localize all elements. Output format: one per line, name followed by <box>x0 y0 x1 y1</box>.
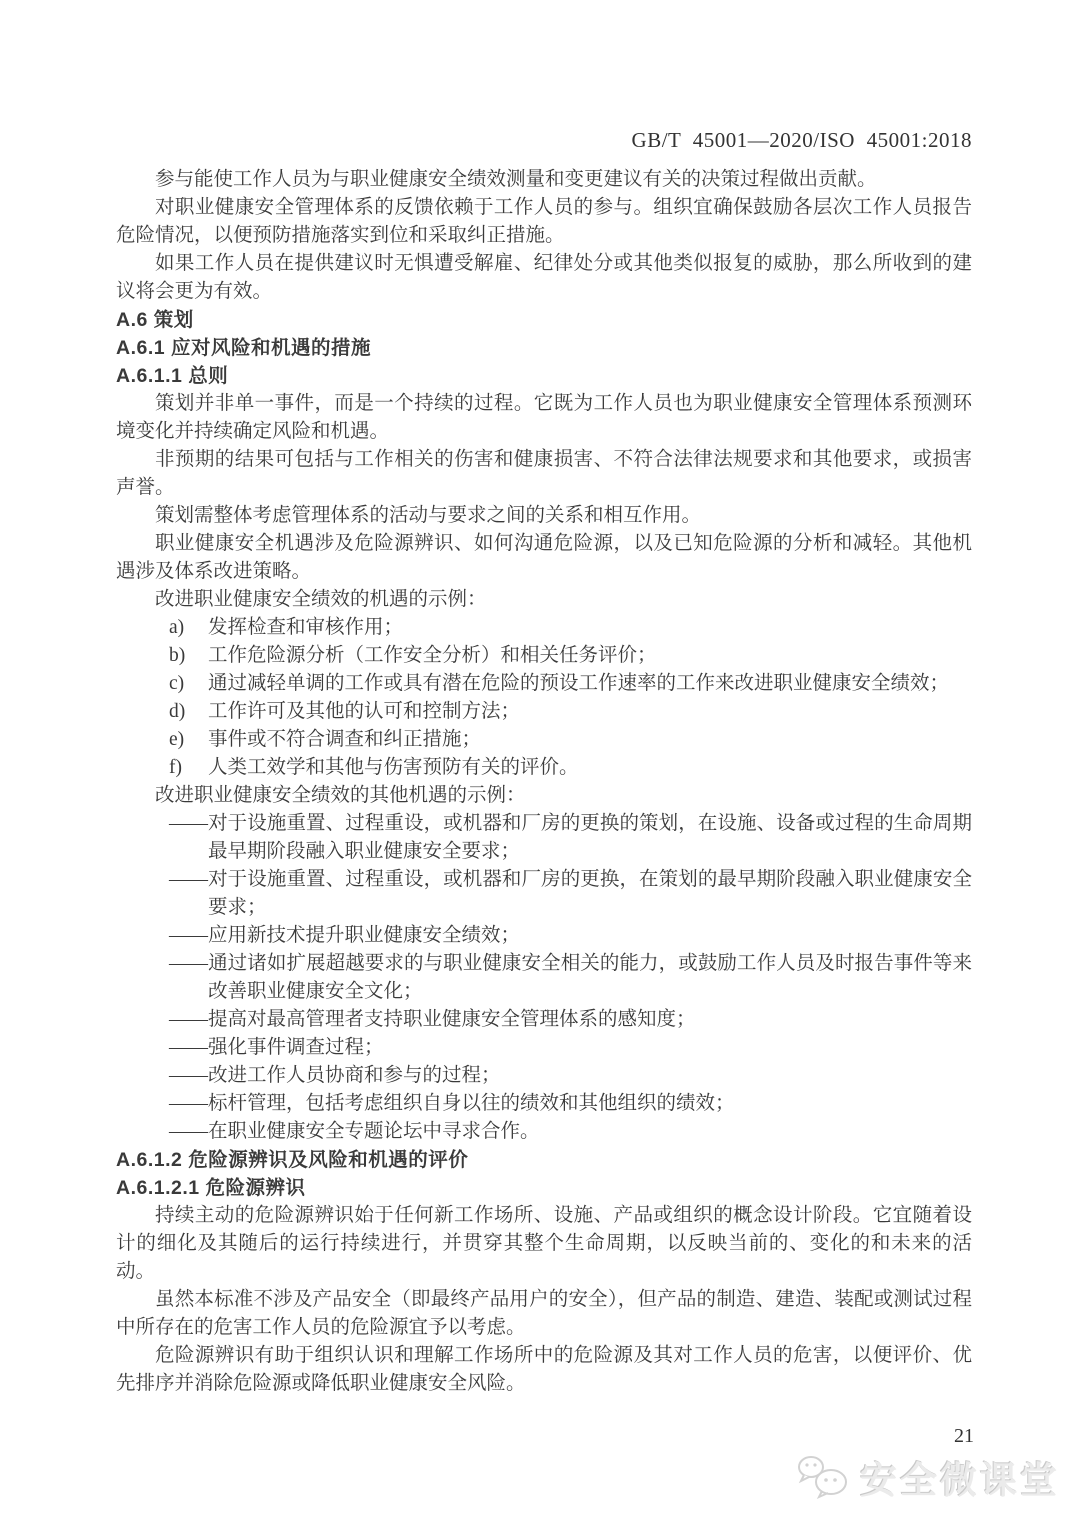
paragraph: 如果工作人员在提供建议时无惧遭受解雇、纪律处分或其他类似报复的威胁，那么所收到的建议将会更为有效。 <box>116 253 972 302</box>
list-item-text: 发挥检查和审核作用； <box>208 617 404 638</box>
list-item-marker: e) <box>169 729 185 750</box>
section-heading-a6121: A.6.1.2.1 危险源辨识 <box>116 1177 306 1199</box>
list-item-marker: a) <box>169 617 185 638</box>
dash-list-item: ——在职业健康安全专题论坛中寻求合作。 <box>169 1121 540 1142</box>
section-heading-a611: A.6.1.1 总则 <box>116 365 229 387</box>
paragraph: 非预期的结果可包括与工作相关的伤害和健康损害、不符合法律法规要求和其他要求，或损害声誉。 <box>116 449 972 498</box>
list-item <box>116 726 972 754</box>
dash-list-item: ——改进工作人员协商和参与的过程； <box>169 1065 501 1086</box>
paragraph: 参与能使工作人员为与职业健康安全绩效测量和变更建议有关的决策过程做出贡献。 <box>155 169 877 190</box>
dash-list-item: ——对于设施重置、过程重设，或机器和厂房的更换，在策划的最早期阶段融入职业健康安全要求； <box>169 869 972 918</box>
list-item <box>116 614 972 642</box>
paragraph: 职业健康安全机遇涉及危险源辨识、如何沟通危险源，以及已知危险源的分析和减轻。其他机遇涉及体系改进策略。 <box>116 533 972 582</box>
list-item <box>116 670 972 698</box>
section-heading-a6: A.6 策划 <box>116 309 194 331</box>
section-heading-a612: A.6.1.2 危险源辨识及风险和机遇的评价 <box>116 1149 469 1171</box>
dash-list-item: ——提高对最高管理者支持职业健康安全管理体系的感知度； <box>169 1009 696 1030</box>
dash-list-item: ——应用新技术提升职业健康安全绩效； <box>169 925 521 946</box>
doc-code-header: GB/T 45001—2020/ISO 45001:2018 <box>631 128 972 152</box>
dash-list-item: ——强化事件调查过程； <box>169 1037 384 1058</box>
dash-list-item: ——通过诸如扩展超越要求的与职业健康安全相关的能力，或鼓励工作人员及时报告事件等来改善职业健康安全文化； <box>169 953 972 1002</box>
paragraph: 虽然本标准不涉及产品安全（即最终产品用户的安全），但产品的制造、建造、装配或测试过程中所存在的危害工作人员的危险源宜予以考虑。 <box>116 1289 972 1338</box>
dash-list-item: ——标杆管理，包括考虑组织自身以往的绩效和其他组织的绩效； <box>169 1093 735 1114</box>
paragraph: 对职业健康安全管理体系的反馈依赖于工作人员的参与。组织宜确保鼓励各层次工作人员报告危险情况，以便预防措施落实到位和采取纠正措施。 <box>116 197 972 246</box>
list-item-text: 人类工效学和其他与伤害预防有关的评价。 <box>208 757 579 778</box>
paragraph: 改进职业健康安全绩效的机遇的示例： <box>155 589 487 610</box>
watermark <box>796 1450 1060 1504</box>
list-item-text: 工作危险源分析（工作安全分析）和相关任务评价； <box>208 645 657 666</box>
list-item <box>116 642 972 670</box>
list-item-text: 工作许可及其他的认可和控制方法； <box>208 701 521 722</box>
list-item-text: 通过减轻单调的工作或具有潜在危险的预设工作速率的工作来改进职业健康安全绩效； <box>208 673 950 694</box>
section-heading-a61: A.6.1 应对风险和机遇的措施 <box>116 337 372 359</box>
paragraph: 策划并非单一事件，而是一个持续的过程。它既为工作人员也为职业健康安全管理体系预测环境变化并持续确定风险和机遇。 <box>116 393 972 442</box>
list-item <box>116 754 972 782</box>
list-item <box>116 698 972 726</box>
dash-list-item: ——对于设施重置、过程重设，或机器和厂房的更换的策划，在设施、设备或过程的生命周期最早期阶段融入职业健康安全要求； <box>169 813 972 862</box>
list-item-marker: d) <box>169 701 186 722</box>
document-body <box>116 166 972 1398</box>
page-number: 21 <box>954 1425 974 1447</box>
watermark-text: 安全微课堂 <box>860 1460 1060 1501</box>
list-item-marker: c) <box>169 673 185 694</box>
paragraph: 危险源辨识有助于组织认识和理解工作场所中的危险源及其对工作人员的危害，以便评价、优先排序并消除危险源或降低职业健康安全风险。 <box>116 1345 972 1394</box>
paragraph: 改进职业健康安全绩效的其他机遇的示例： <box>155 785 526 806</box>
paragraph: 持续主动的危险源辨识始于任何新工作场所、设施、产品或组织的概念设计阶段。它宜随着设计的细化及其随后的运行持续进行，并贯穿其整个生命周期，以反映当前的、变化的和未来的活动。 <box>116 1205 972 1282</box>
wechat-bubbles-icon <box>796 1454 854 1500</box>
list-item-marker: f) <box>169 757 182 778</box>
list-item-text: 事件或不符合调查和纠正措施； <box>208 729 482 750</box>
list-item-marker: b) <box>169 645 186 666</box>
paragraph: 策划需整体考虑管理体系的活动与要求之间的关系和相互作用。 <box>155 505 702 526</box>
